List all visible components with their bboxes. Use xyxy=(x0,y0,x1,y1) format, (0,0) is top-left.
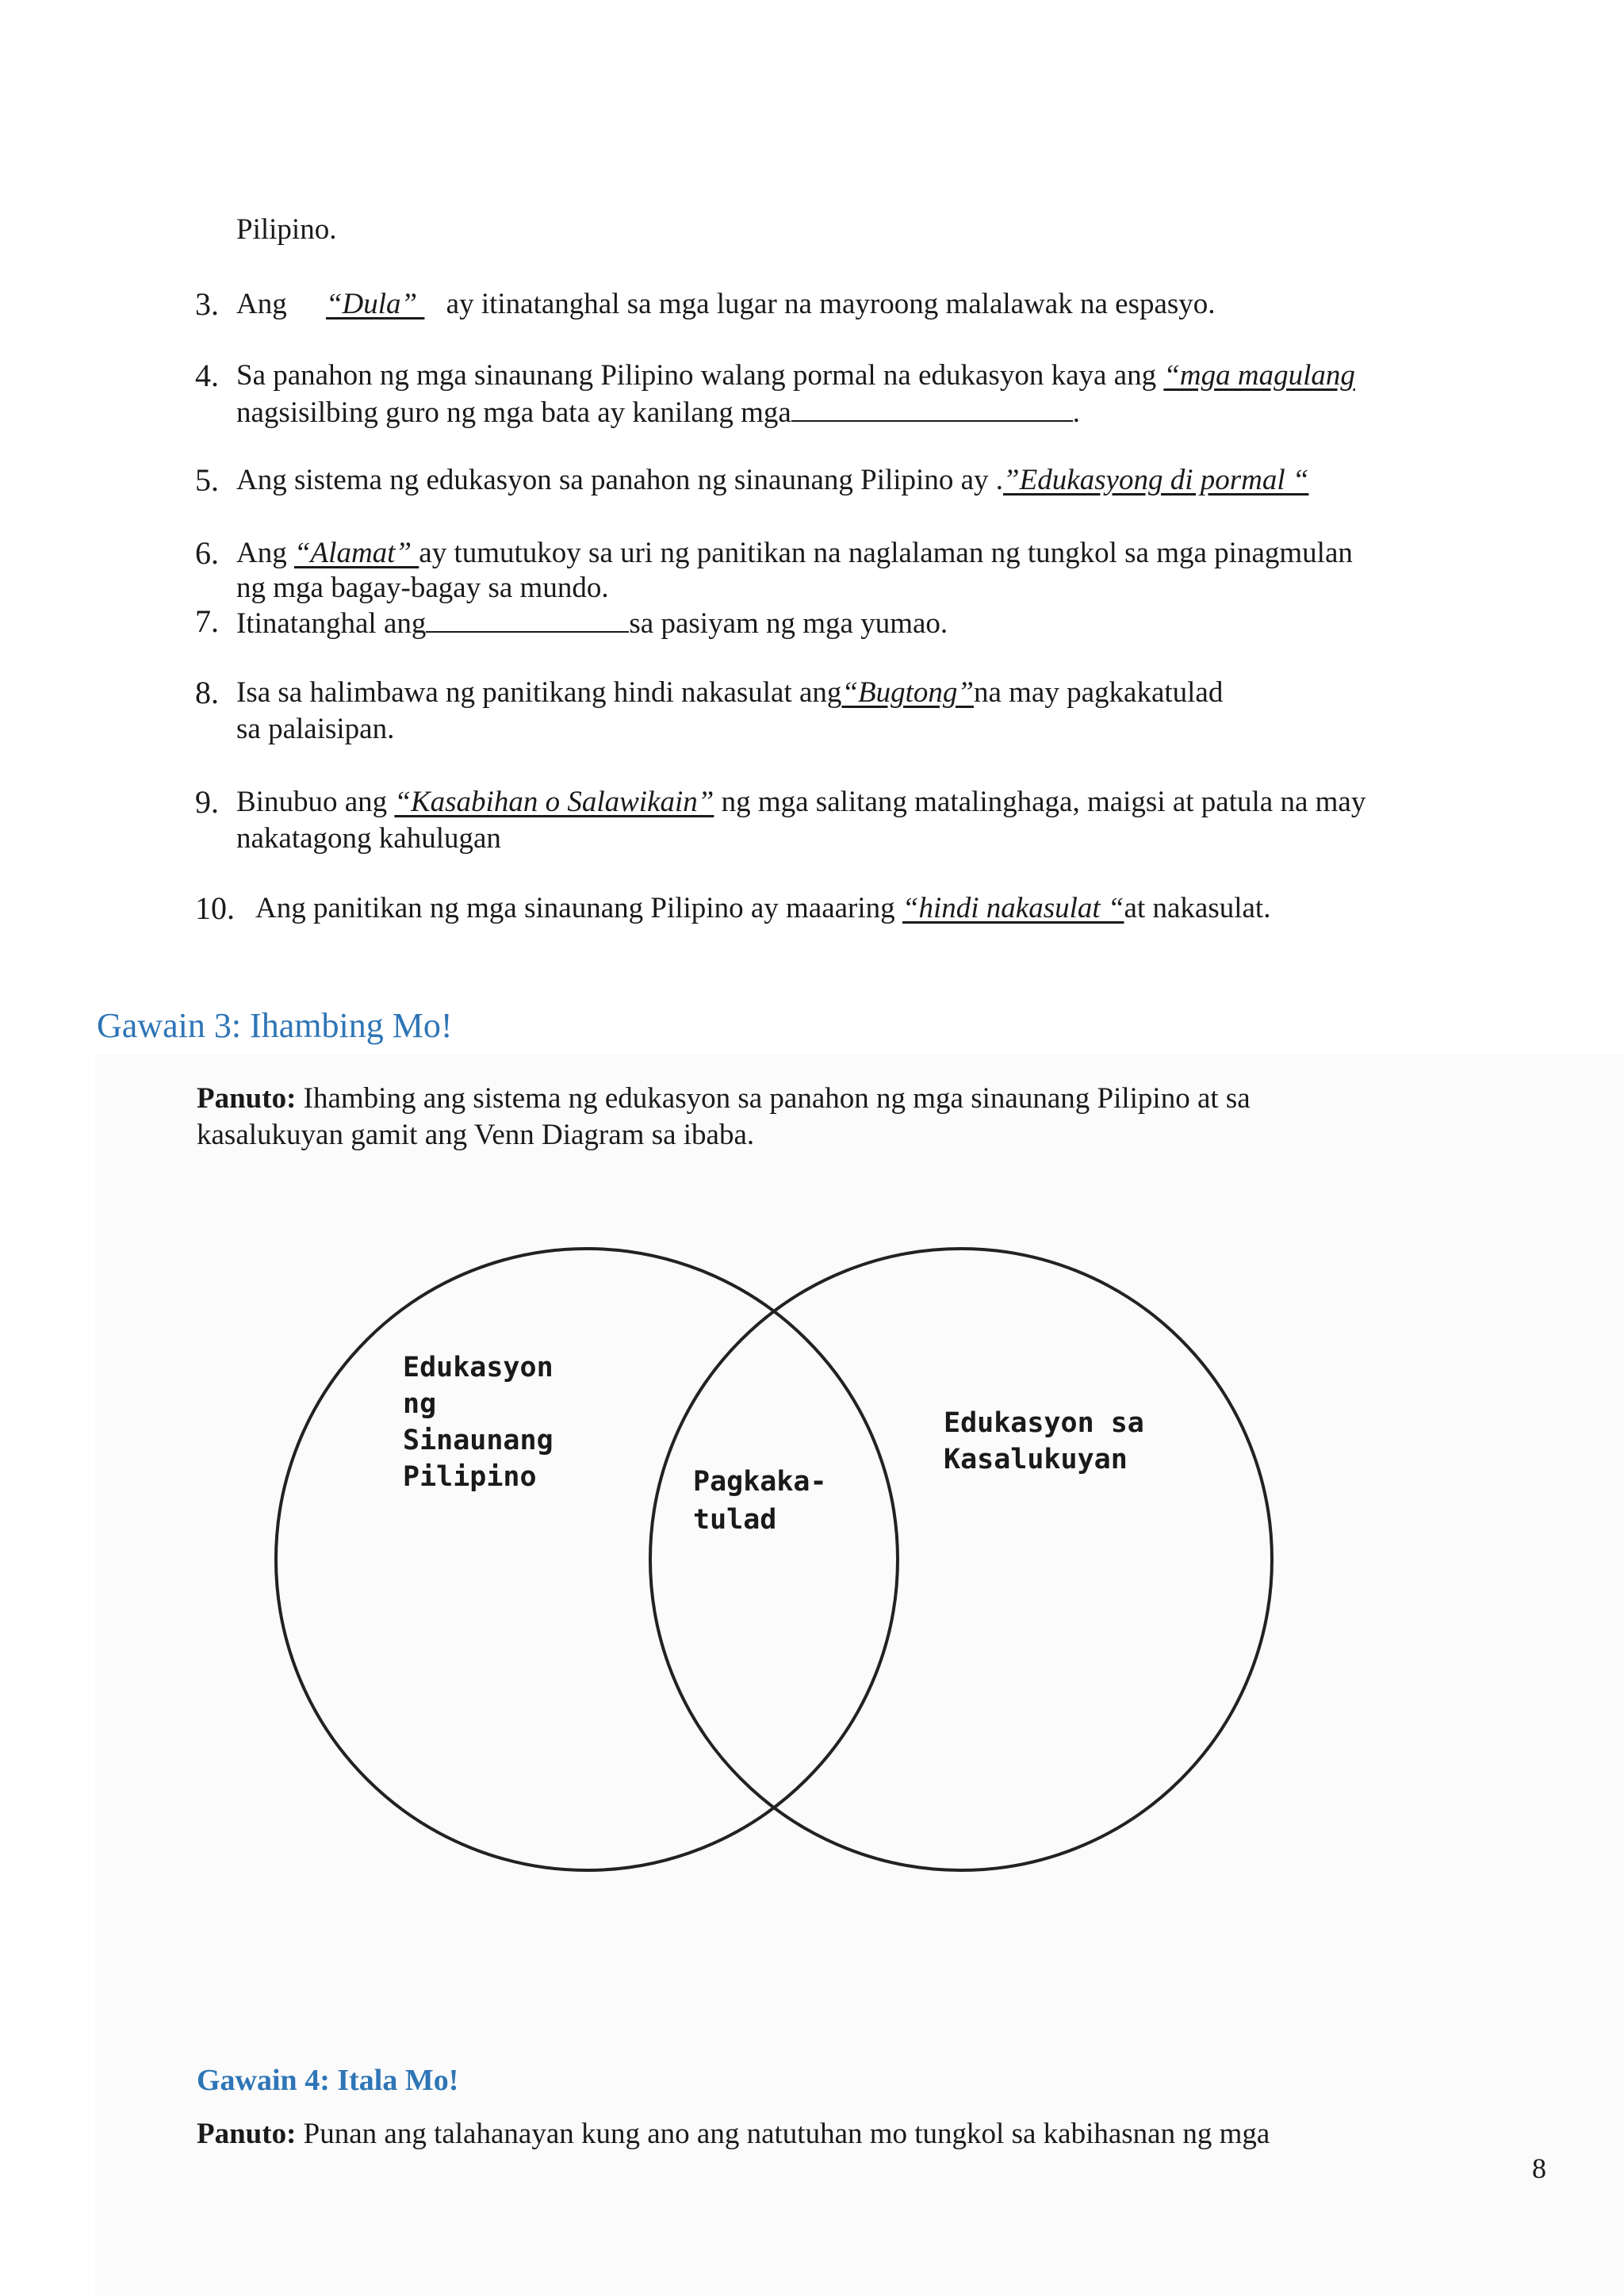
venn-right-circle xyxy=(650,1249,1272,1870)
gawain-3-title: Gawain 3: Ihambing Mo! xyxy=(97,1006,453,1045)
item-8-number: 8. xyxy=(195,675,219,710)
venn-left-label-line-2: ng xyxy=(403,1388,437,1420)
item-5-number: 5. xyxy=(195,462,219,498)
item-5: Ang sistema ng edukasyon sa panahon ng sinaunang Pilipino ay .”Edukasyong di pormal “ xyxy=(236,464,1309,496)
item-9-number: 9. xyxy=(195,784,219,820)
panuto-label: Panuto: xyxy=(197,1082,297,1115)
item-9-answer: “Kasabihan o Salawikain” xyxy=(394,786,714,818)
gawain-4-title: Gawain 4: Itala Mo! xyxy=(197,2064,459,2097)
venn-left-circle xyxy=(276,1249,898,1870)
item-4-number: 4. xyxy=(195,358,219,393)
gawain-3-panuto-line-2: kasalukuyan gamit ang Venn Diagram sa ibaba. xyxy=(197,1119,755,1151)
item-9-line-1: Binubuo ang “Kasabihan o Salawikain” ng mga salitang matalinghaga, maigsi at patula na may xyxy=(236,786,1366,818)
item-9-line-2: nakatagong kahulugan xyxy=(236,822,501,855)
item-4-line-2: nagsisilbing guro ng mga bata ay kanilang mga . xyxy=(236,393,1080,430)
item-4-answer: “mga magulang xyxy=(1163,359,1355,392)
venn-left-label-line-1: Edukasyon xyxy=(403,1352,553,1383)
item-8-line-1: Isa sa halimbawa ng panitikang hindi nakasulat ang“Bugtong”na may pagkakatulad xyxy=(236,676,1224,709)
venn-left-label-line-4: Pilipino xyxy=(403,1461,537,1493)
item-8-line-2: sa palaisipan. xyxy=(236,713,395,745)
item-8-answer: “Bugtong” xyxy=(841,676,974,709)
item-3-answer: “Dula” xyxy=(325,288,425,320)
continued-line: Pilipino. xyxy=(236,213,337,246)
item-3-number: 3. xyxy=(195,286,219,322)
venn-middle-label-line-1: Pagkaka- xyxy=(693,1466,827,1498)
item-7: Itinatanghal ang sa pasiyam ng mga yumao. xyxy=(236,604,948,641)
item-7-number: 7. xyxy=(195,603,219,639)
venn-left-label-line-3: Sinaunang xyxy=(403,1425,553,1456)
item-10: Ang panitikan ng mga sinaunang Pilipino ay maaaring “hindi nakasulat “at nakasulat. xyxy=(255,892,1271,924)
item-6-line-2: ng mga bagay-bagay sa mundo. xyxy=(236,572,609,604)
gawain-3-panuto: Panuto: Ihambing ang sistema ng edukasyon sa panahon ng mga sinaunang Pilipino at sa xyxy=(197,1082,1251,1115)
panuto-label: Panuto: xyxy=(197,2118,297,2150)
page-number: 8 xyxy=(1532,2152,1546,2184)
item-10-number: 10. xyxy=(195,890,235,926)
venn-right-label-line-2: Kasalukuyan xyxy=(944,1444,1128,1475)
item-6-answer: “Alamat” xyxy=(293,537,419,569)
item-4-line-1: Sa panahon ng mga sinaunang Pilipino walang pormal na edukasyon kaya ang “mga magulang xyxy=(236,359,1355,392)
gawain-4-panuto: Panuto: Punan ang talahanayan kung ano ang natutuhan mo tungkol sa kabihasnan ng mga xyxy=(197,2118,1270,2150)
item-3: Ang “Dula” ay itinatanghal sa mga lugar na mayroong malalawak na espasyo. xyxy=(236,288,1216,320)
item-5-answer: ”Edukasyong di pormal “ xyxy=(1003,464,1309,496)
venn-right-label-line-1: Edukasyon sa xyxy=(944,1407,1144,1439)
item-10-answer: “hindi nakasulat “ xyxy=(902,892,1124,924)
venn-middle-label-line-2: tulad xyxy=(693,1504,777,1536)
item-6-number: 6. xyxy=(195,535,219,571)
item-6-line-1: Ang “Alamat” ay tumutukoy sa uri ng panitikan na naglalaman ng tungkol sa mga pinagmulan xyxy=(236,537,1353,569)
